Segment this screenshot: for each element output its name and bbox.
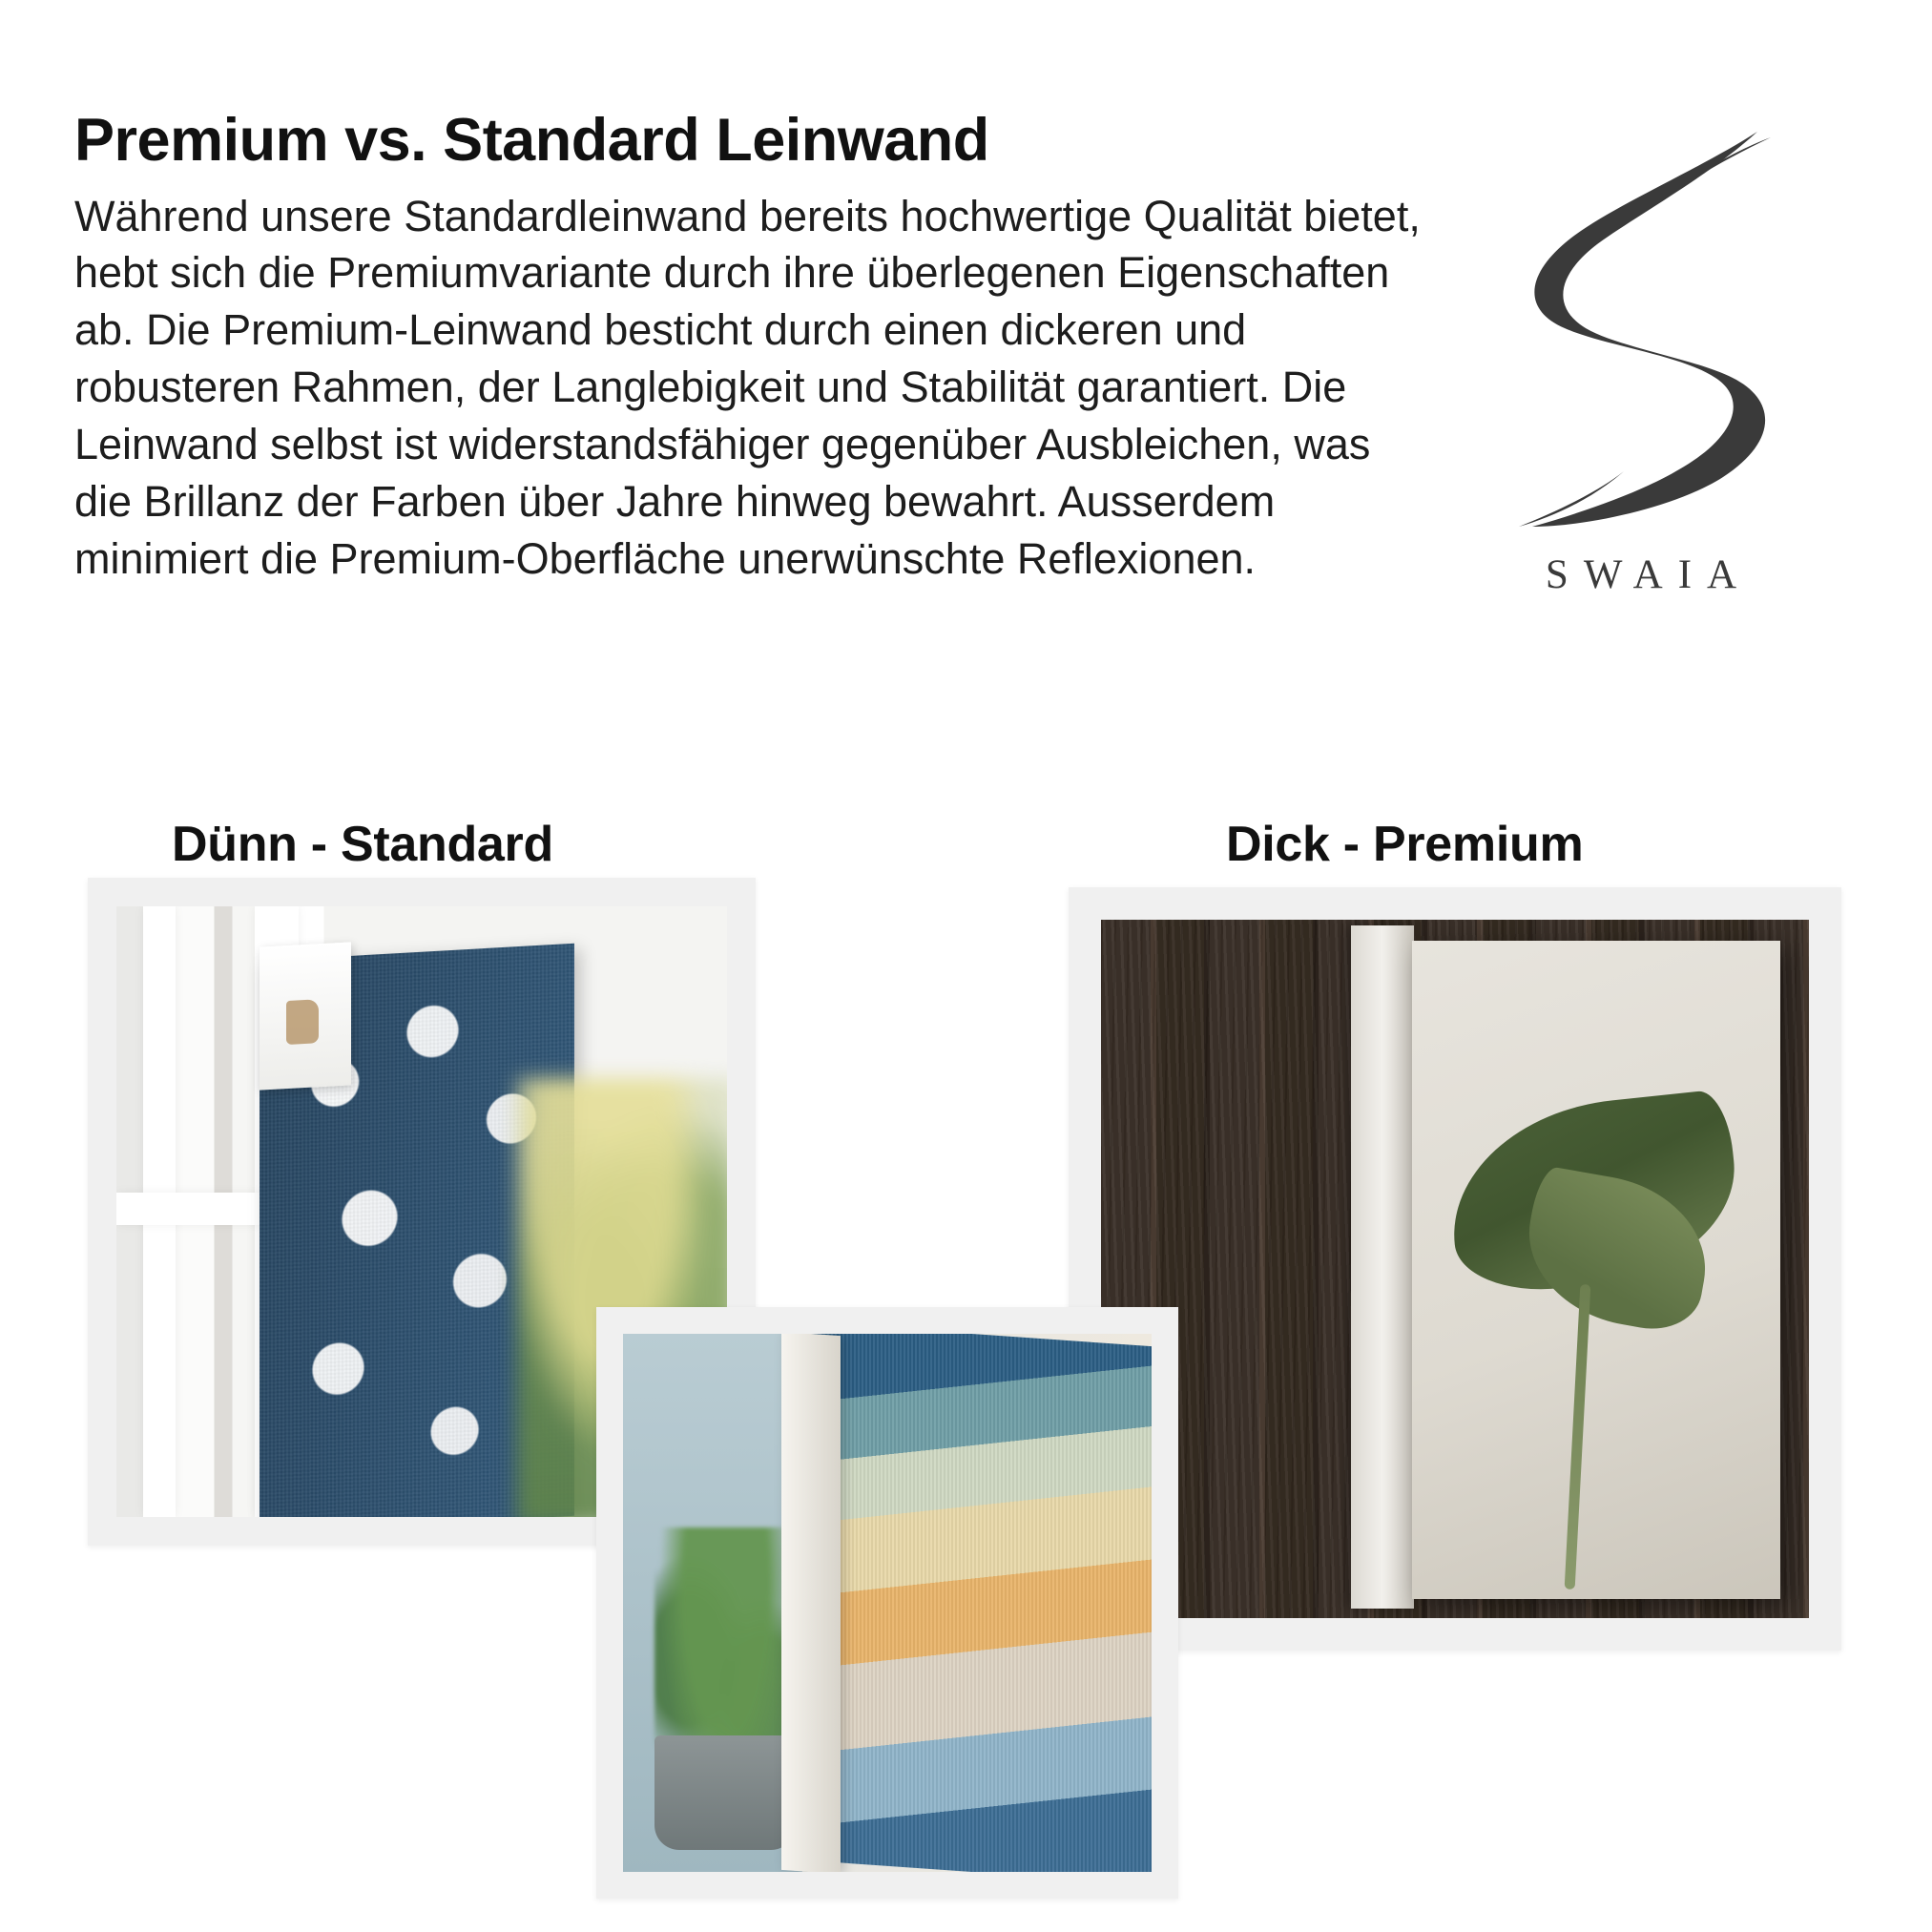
brand-logo bbox=[1484, 122, 1798, 618]
leaf-stem bbox=[1565, 1284, 1591, 1589]
caption-premium: Dick - Premium bbox=[1226, 817, 1584, 872]
thick-canvas-side bbox=[1351, 925, 1414, 1609]
body-paragraph: Während unsere Standardleinwand bereits hochwertige Qualität bietet, hebt sich die Premiumvariante durch ihre überlegenen Eigenschaften ab. Die Premium-Leinwand besticht durch einen dickeren und robusteren Rahmen, der Langlebigkeit und Stabilität garantiert. Die Leinwand selbst ist widerstandsfähiger gegenüber Ausbleichen, was die Brillanz der Farben über Jahre hinweg bewahrt. Ausserdem minimiert die Premium-Oberfläche unerwünschte Reflexionen. bbox=[74, 191, 1421, 583]
abstract-canvas-edge bbox=[781, 1334, 841, 1872]
premium-scene bbox=[1101, 920, 1809, 1618]
center-scene bbox=[623, 1334, 1152, 1872]
canvas-edge-detail-photo bbox=[596, 1307, 1178, 1899]
header-block bbox=[74, 107, 1439, 587]
plant-pot bbox=[654, 1735, 796, 1850]
page-title: Premium vs. Standard Leinwand bbox=[74, 107, 989, 174]
swaia-s-monogram-icon bbox=[1498, 122, 1784, 542]
premium-thick-canvas-photo bbox=[1069, 887, 1841, 1651]
thin-canvas-edge bbox=[260, 942, 351, 1090]
caption-standard: Dünn - Standard bbox=[172, 817, 553, 872]
thick-canvas-face bbox=[1412, 941, 1780, 1599]
brand-wordmark: SWAIA bbox=[1545, 552, 1753, 597]
premium-photo-image bbox=[1101, 920, 1809, 1618]
center-photo-image bbox=[623, 1334, 1152, 1872]
